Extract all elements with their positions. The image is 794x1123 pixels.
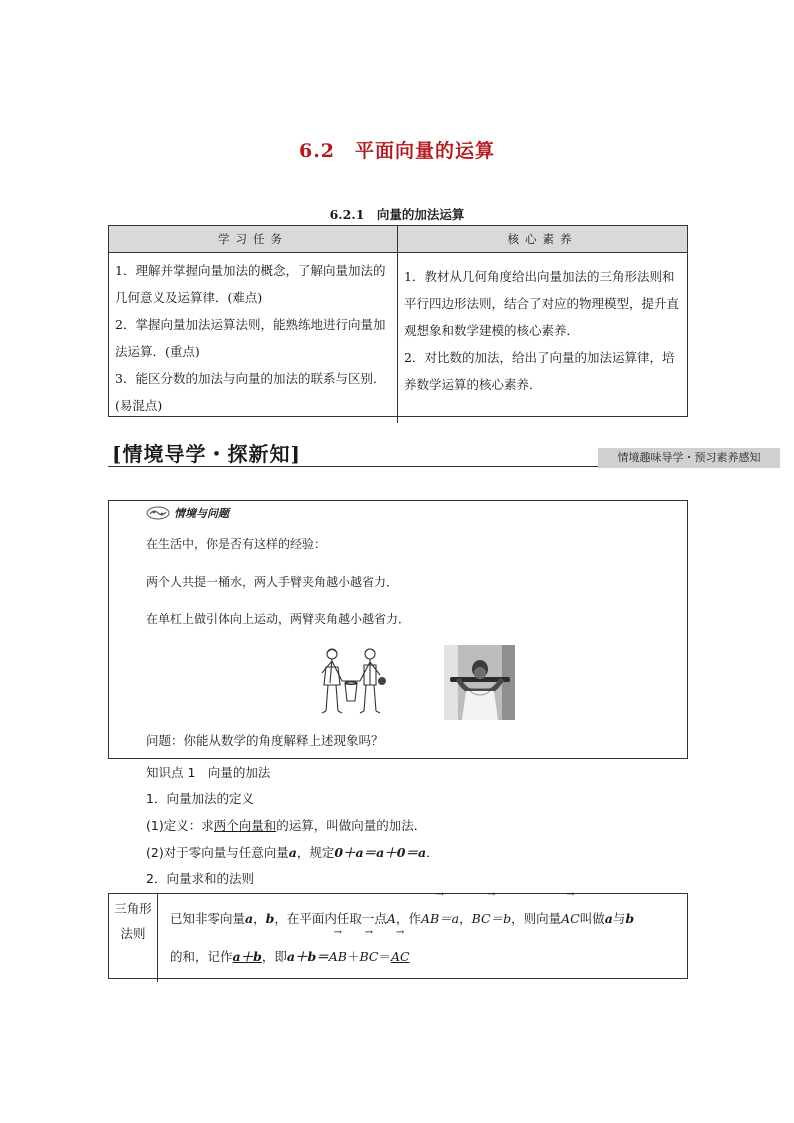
competency-item: 2．对比数的加法，给出了向量的加法运算律，培养数学运算的核心素养． (404, 350, 675, 392)
rule-fill-blank: a＋b (232, 949, 262, 964)
definition-fill-blank: 两个向量和 (213, 818, 277, 833)
goals-header-competencies: 核心素养 (398, 226, 687, 253)
definition-prefix: (1)定义：求 (146, 818, 214, 833)
rule-line-2 (170, 938, 675, 976)
knowledge-point-title: 知识点 1 向量的加法 (146, 765, 271, 780)
rule-text: ，在平面内任取一点 (274, 911, 387, 926)
rule-equation-lhs: a＋b＝ (286, 949, 329, 964)
section-subtitle: 6.2.1 向量的加法运算 (329, 207, 465, 222)
rule-vector-eq: → AB＝a (421, 900, 459, 938)
definition-suffix: 的运算，叫做向量的加法． (276, 818, 427, 833)
triangle-rule-name: 三角形法则 (109, 894, 158, 982)
rule-point: A (386, 911, 396, 926)
definition-heading: 1．向量加法的定义 (146, 791, 254, 806)
triangle-rule-table (108, 893, 688, 979)
rule-text: 已知非零向量 (170, 911, 246, 926)
rule-equals: ＝ (378, 949, 391, 964)
rule-vector: → BC (359, 938, 378, 976)
rule-text: ，即 (261, 949, 287, 964)
scenario-line: 在单杠上做引体向上运动，两臂夹角越小越省力． (146, 612, 411, 626)
rule-vector: → AC (561, 900, 580, 938)
zero-var: a (288, 845, 297, 860)
section-heading: [情境导学・探新知] (112, 442, 301, 466)
goals-competencies-cell (398, 253, 687, 423)
goals-table (108, 225, 688, 417)
task-item: 1．理解并掌握向量加法的概念，了解向量加法的几何意义及运算律．(难点) (115, 263, 386, 305)
task-item: 2．掌握向量加法运算法则，能熟练地进行向量加法运算．(重点) (115, 317, 386, 359)
scenario-label-text: 情境与问题 (174, 507, 229, 520)
scenario-question: 问题：你能从数学的角度解释上述现象吗？ (146, 733, 384, 748)
zero-period: ． (426, 845, 439, 860)
rule-text: ，则向量 (511, 911, 562, 926)
scenario-line: 在生活中，你是否有这样的经验： (146, 537, 327, 551)
rule-vector-answer: → AC (391, 938, 410, 976)
section-tag: 情境趣味导学・预习素养感知 (598, 448, 780, 468)
rule-text: ， (253, 911, 266, 926)
goals-header-tasks: 学习任务 (109, 226, 398, 253)
zero-mid: ，规定 (296, 845, 335, 860)
rule-text: ，作 (395, 911, 421, 926)
triangle-rule-body (158, 894, 687, 982)
rule-vector: → AB (329, 938, 347, 976)
pull-up-person-image (444, 645, 515, 720)
rule-comma: ， (459, 911, 472, 926)
scenario-line: 两个人共提一桶水，两人手臂夹角越小越省力． (146, 575, 399, 589)
zero-prefix: (2)对于零向量与任意向量 (146, 845, 289, 860)
competency-item: 1．教材从几何角度给出向量加法的三角形法则和平行四边形法则，结合了对应的物理模型，提升直观想象和数学建模的核心素养． (404, 269, 680, 338)
rule-var: b (265, 911, 275, 926)
rule-var: a (604, 911, 613, 926)
rules-heading: 2．向量求和的法则 (146, 871, 254, 886)
zero-vector-line (146, 843, 439, 861)
page-title: 6.2 平面向量的运算 (298, 140, 496, 162)
rule-text: 的和，记作 (170, 949, 233, 964)
rule-text: 叫做 (579, 911, 605, 926)
rule-var: a (245, 911, 254, 926)
rule-var: b (625, 911, 635, 926)
scenario-label (146, 505, 229, 521)
zero-equation: 0＋a＝a＋0＝a (334, 845, 427, 860)
task-item: 3．能区分数的加法与向量的加法的联系与区别．(易混点) (115, 371, 386, 413)
handshake-icon (146, 506, 170, 520)
rule-text: 与 (612, 911, 626, 926)
rule-line-1 (170, 900, 675, 938)
children-carrying-bucket-image (316, 645, 388, 721)
rule-vector-eq: → BC＝b (472, 900, 511, 938)
definition-line (146, 816, 426, 834)
rule-plus: ＋ (346, 949, 360, 964)
goals-tasks-cell (109, 253, 398, 423)
